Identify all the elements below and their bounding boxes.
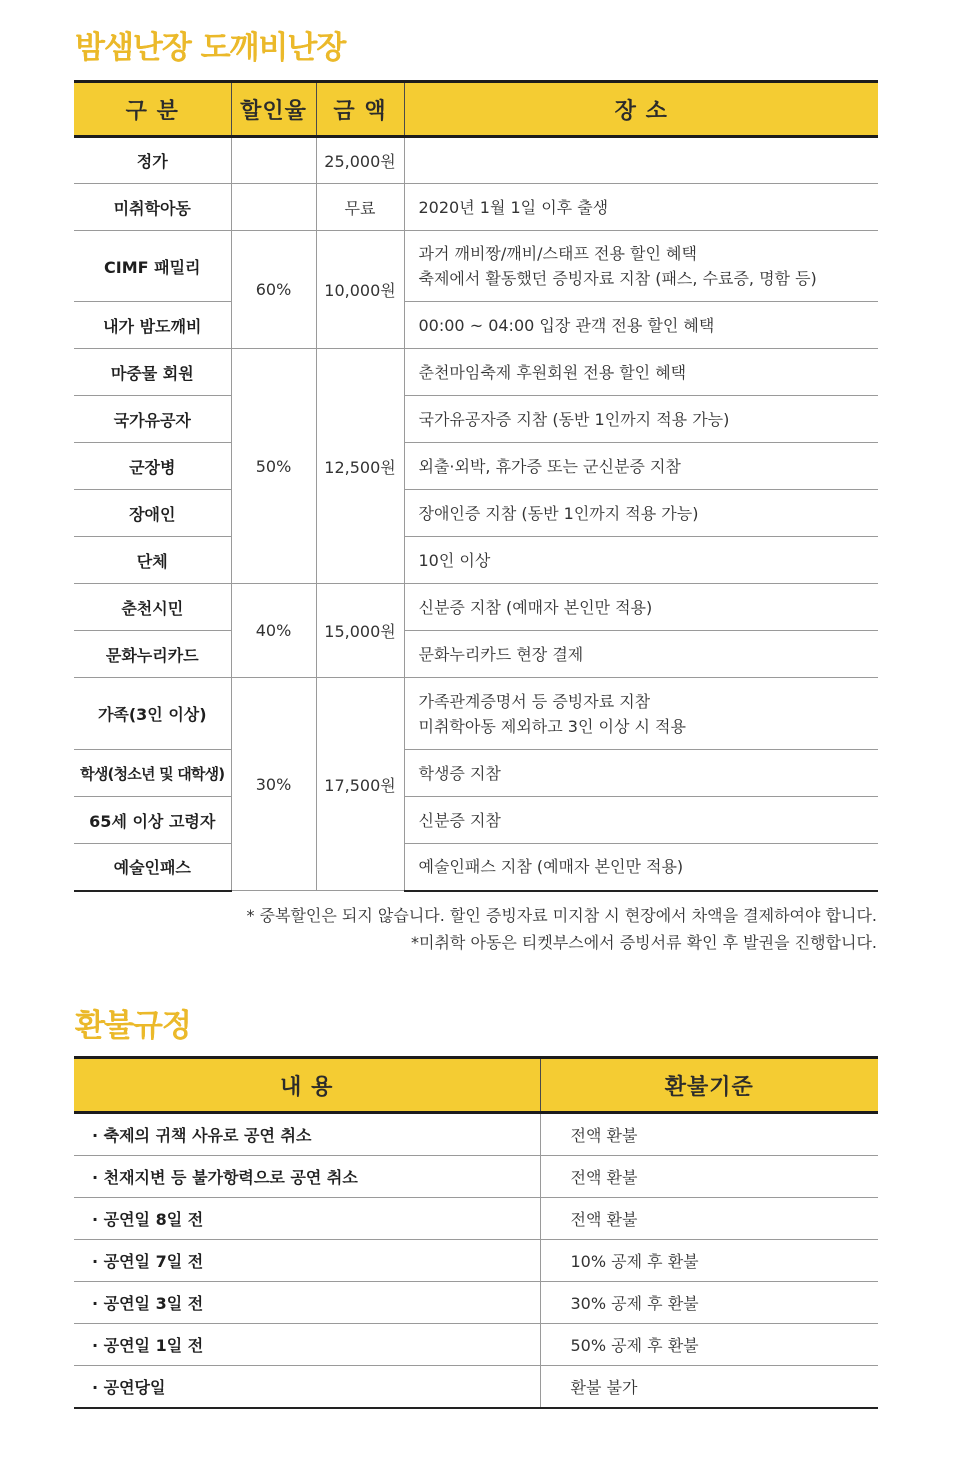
table-row bbox=[74, 584, 878, 631]
category-cell: 미취학아동 bbox=[74, 184, 231, 231]
table-row bbox=[74, 1156, 878, 1198]
rate-cell: 40% bbox=[231, 584, 316, 678]
refund-table bbox=[74, 1056, 878, 1409]
place-line: 축제에서 활동했던 증빙자료 지참 (패스, 수료증, 명함 등) bbox=[418, 269, 817, 288]
category-cell: 문화누리카드 bbox=[74, 631, 231, 678]
refund-content-cell: · 축제의 귀책 사유로 공연 취소 bbox=[74, 1113, 540, 1156]
category-cell: 학생(청소년 및 대학생) bbox=[74, 750, 231, 797]
rate-cell bbox=[231, 184, 316, 231]
discount-note-preschool: *미취학 아동은 티켓부스에서 증빙서류 확인 후 발권을 진행합니다. bbox=[410, 933, 877, 952]
header-price: 금 액 bbox=[316, 82, 404, 137]
header-criterion: 환불기준 bbox=[540, 1058, 878, 1113]
table-row bbox=[74, 231, 878, 302]
header-content: 내 용 bbox=[74, 1058, 540, 1113]
place-cell bbox=[404, 137, 878, 184]
table-row bbox=[74, 750, 878, 797]
rate-cell: 60% bbox=[231, 231, 316, 349]
place-cell: 학생증 지참 bbox=[404, 750, 878, 797]
category-cell: 국가유공자 bbox=[74, 396, 231, 443]
place-cell: 외출·외박, 휴가증 또는 군신분증 지참 bbox=[404, 443, 878, 490]
header-place: 장 소 bbox=[404, 82, 878, 137]
discount-note-duplicate: * 중복할인은 되지 않습니다. 할인 증빙자료 미지참 시 현장에서 차액을 결제하여야 합니다. bbox=[246, 906, 877, 925]
header-rate: 할인율 bbox=[231, 82, 316, 137]
place-line: 미취학아동 제외하고 3인 이상 시 적용 bbox=[418, 716, 686, 736]
rate-cell: 50% bbox=[231, 349, 316, 584]
table-row bbox=[74, 490, 878, 537]
table-row bbox=[74, 1366, 878, 1409]
refund-criterion-cell: 환불 불가 bbox=[540, 1366, 878, 1409]
place-cell: 문화누리카드 현장 결제 bbox=[404, 631, 878, 678]
table-row bbox=[74, 631, 878, 678]
table-row bbox=[74, 1198, 878, 1240]
refund-section-title: 환불규정 bbox=[75, 1008, 191, 1044]
price-cell: 15,000원 bbox=[316, 584, 404, 678]
refund-content-cell: · 천재지변 등 불가항력으로 공연 취소 bbox=[74, 1156, 540, 1198]
refund-content-cell: · 공연일 1일 전 bbox=[74, 1324, 540, 1366]
table-row bbox=[74, 844, 878, 891]
category-cell: 65세 이상 고령자 bbox=[74, 797, 231, 844]
category-cell: CIMF 패밀리 bbox=[74, 231, 231, 302]
rate-cell: 30% bbox=[231, 678, 316, 891]
table-row bbox=[74, 184, 878, 231]
price-cell: 10,000원 bbox=[316, 231, 404, 349]
refund-criterion-cell: 전액 환불 bbox=[540, 1113, 878, 1156]
refund-content-cell: · 공연일 3일 전 bbox=[74, 1282, 540, 1324]
place-cell: 10인 이상 bbox=[404, 537, 878, 584]
place-line: 가족관계증명서 등 증빙자료 지참 bbox=[418, 691, 651, 711]
category-cell: 내가 밤도깨비 bbox=[74, 302, 231, 349]
category-cell: 정가 bbox=[74, 137, 231, 184]
table-row bbox=[74, 137, 878, 184]
category-cell: 춘천시민 bbox=[74, 584, 231, 631]
refund-content-cell: · 공연일 8일 전 bbox=[74, 1198, 540, 1240]
place-cell bbox=[404, 678, 878, 750]
price-cell: 무료 bbox=[316, 184, 404, 231]
category-cell: 마중물 회원 bbox=[74, 349, 231, 396]
refund-criterion-cell: 전액 환불 bbox=[540, 1156, 878, 1198]
table-row bbox=[74, 1240, 878, 1282]
place-cell bbox=[404, 231, 878, 302]
refund-criterion-cell: 50% 공제 후 환불 bbox=[540, 1324, 878, 1366]
place-cell: 춘천마임축제 후원회원 전용 할인 혜택 bbox=[404, 349, 878, 396]
table-row bbox=[74, 1282, 878, 1324]
refund-table-header-row bbox=[74, 1058, 878, 1113]
table-row bbox=[74, 443, 878, 490]
refund-content-cell: · 공연당일 bbox=[74, 1366, 540, 1409]
table-row bbox=[74, 1113, 878, 1156]
table-row bbox=[74, 537, 878, 584]
table-row bbox=[74, 302, 878, 349]
category-cell: 장애인 bbox=[74, 490, 231, 537]
place-cell: 예술인패스 지참 (예매자 본인만 적용) bbox=[404, 844, 878, 891]
price-cell: 12,500원 bbox=[316, 349, 404, 584]
place-cell: 국가유공자증 지참 (동반 1인까지 적용 가능) bbox=[404, 396, 878, 443]
category-cell: 예술인패스 bbox=[74, 844, 231, 891]
discount-table bbox=[74, 80, 878, 892]
price-cell: 25,000원 bbox=[316, 137, 404, 184]
rate-cell bbox=[231, 137, 316, 184]
table-row bbox=[74, 678, 878, 750]
category-cell: 단체 bbox=[74, 537, 231, 584]
discount-table-header-row bbox=[74, 82, 878, 137]
place-cell: 신분증 지참 bbox=[404, 797, 878, 844]
table-row bbox=[74, 1324, 878, 1366]
place-cell: 2020년 1월 1일 이후 출생 bbox=[404, 184, 878, 231]
refund-criterion-cell: 10% 공제 후 환불 bbox=[540, 1240, 878, 1282]
header-category: 구 분 bbox=[74, 82, 231, 137]
discount-section-title: 밤샘난장 도깨비난장 bbox=[75, 30, 346, 66]
place-cell: 00:00 ~ 04:00 입장 관객 전용 할인 혜택 bbox=[404, 302, 878, 349]
table-row bbox=[74, 396, 878, 443]
table-row bbox=[74, 797, 878, 844]
category-cell: 군장병 bbox=[74, 443, 231, 490]
refund-criterion-cell: 전액 환불 bbox=[540, 1198, 878, 1240]
place-cell: 신분증 지참 (예매자 본인만 적용) bbox=[404, 584, 878, 631]
refund-content-cell: · 공연일 7일 전 bbox=[74, 1240, 540, 1282]
place-cell: 장애인증 지참 (동반 1인까지 적용 가능) bbox=[404, 490, 878, 537]
table-row bbox=[74, 349, 878, 396]
refund-criterion-cell: 30% 공제 후 환불 bbox=[540, 1282, 878, 1324]
category-cell: 가족(3인 이상) bbox=[74, 678, 231, 750]
place-line: 과거 깨비짱/깨비/스태프 전용 할인 혜택 bbox=[418, 244, 697, 263]
price-cell: 17,500원 bbox=[316, 678, 404, 891]
